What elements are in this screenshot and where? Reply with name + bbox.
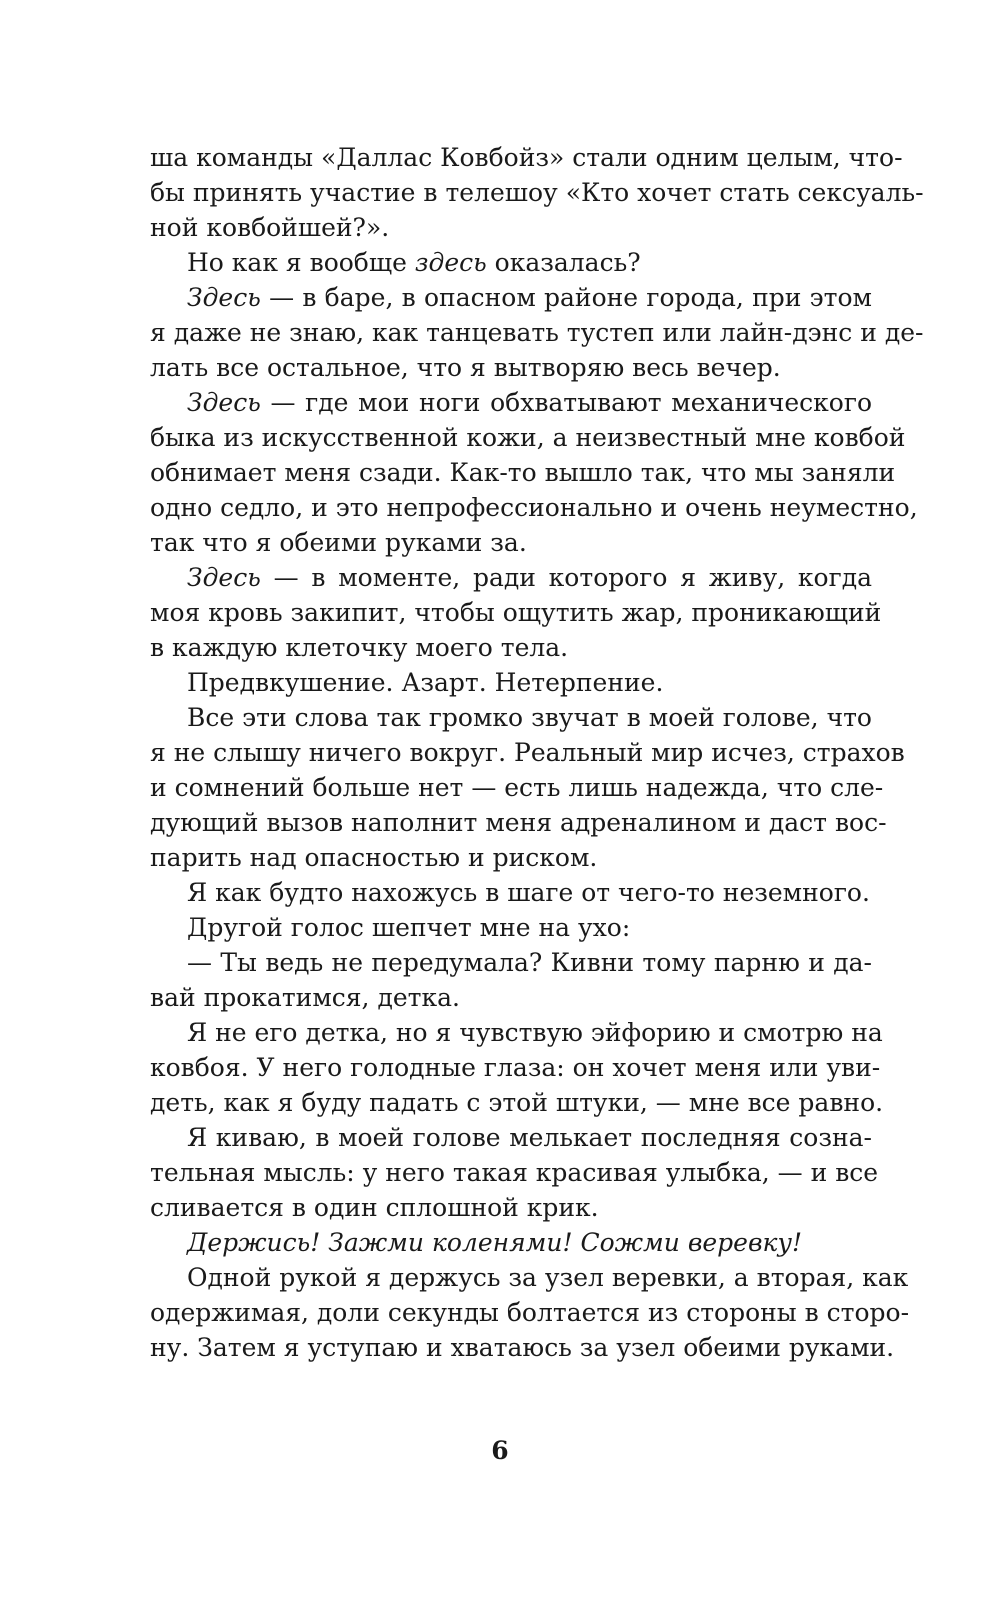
text-line: так что я обеими руками за.	[150, 528, 527, 557]
text-line: я не слышу ничего вокруг. Реальный мир исчез, страхов	[150, 738, 905, 767]
text-line: — Ты ведь не передумала? Кивни тому парню и да-	[187, 948, 872, 977]
text-line	[150, 280, 872, 315]
text-line: Все эти слова так громко звучат в моей голове, что	[187, 703, 872, 732]
italic-text: Здесь	[187, 563, 261, 592]
text-line: тельная мысль: у него такая красивая улыбка, — и все	[150, 1158, 879, 1187]
text-segment: оказалась?	[486, 248, 641, 277]
text-segment: Но как я вообще	[187, 248, 415, 277]
text-line: парить над опасностью и риском.	[150, 843, 598, 872]
italic-text: Здесь	[187, 388, 261, 417]
text-line: бы принять участие в телешоу «Кто хочет стать сексуаль-	[150, 178, 924, 207]
text-line	[150, 245, 872, 280]
text-line: Я киваю, в моей голове мелькает последняя созна-	[187, 1123, 872, 1152]
italic-text: здесь	[414, 248, 487, 277]
text-line	[150, 560, 872, 595]
text-line: лать все остальное, что я вытворяю весь вечер.	[150, 353, 781, 382]
text-line: одержимая, доли секунды болтается из стороны в сторо-	[150, 1298, 910, 1327]
text-line: вай прокатимся, детка.	[150, 983, 460, 1012]
text-line: Одной рукой я держусь за узел веревки, а вторая, как	[187, 1263, 909, 1292]
text-segment: — где мои ноги обхватывают механического	[260, 388, 872, 417]
text-line: Я как будто нахожусь в шаге от чего-то неземного.	[187, 878, 870, 907]
page-number: 6	[491, 1436, 509, 1465]
text-line	[150, 385, 872, 420]
text-line	[150, 1225, 872, 1260]
text-line: быка из искусственной кожи, а неизвестный мне ковбой	[150, 423, 906, 452]
text-line: Предвкушение. Азарт. Нетерпение.	[187, 668, 664, 697]
text-line: Я не его детка, но я чувствую эйфорию и смотрю на	[187, 1018, 883, 1047]
text-line: одно седло, и это непрофессионально и очень неуместно,	[150, 493, 918, 522]
text-segment: — в моменте, ради которого я живу, когда	[260, 563, 872, 592]
text-line: обнимает меня сзади. Как-то вышло так, что мы заняли	[150, 458, 896, 487]
text-line: в каждую клеточку моего тела.	[150, 633, 569, 662]
italic-text: Держись! Зажми коленями! Сожми веревку!	[187, 1228, 803, 1257]
italic-text: Здесь	[187, 283, 261, 312]
page-text-body	[150, 140, 924, 1365]
text-segment: — в баре, в опасном районе города, при этом	[260, 283, 872, 312]
text-line: ну. Затем я уступаю и хватаюсь за узел обеими руками.	[150, 1333, 895, 1362]
text-line: Другой голос шепчет мне на ухо:	[187, 913, 631, 942]
text-line: ной ковбойшей?».	[150, 213, 390, 242]
text-line: дующий вызов наполнит меня адреналином и даст вос-	[150, 808, 887, 837]
text-line: и сомнений больше нет — есть лишь надежда, что сле-	[150, 773, 884, 802]
text-line: деть, как я буду падать с этой штуки, — мне все равно.	[150, 1088, 884, 1117]
text-line: моя кровь закипит, чтобы ощутить жар, проникающий	[150, 598, 882, 627]
text-line: ковбоя. У него голодные глаза: он хочет меня или уви-	[150, 1053, 881, 1082]
text-line: ша команды «Даллас Ковбойз» стали одним целым, что-	[150, 143, 903, 172]
text-line: я даже не знаю, как танцевать тустеп или лайн-дэнс и де-	[150, 318, 924, 347]
text-line: сливается в один сплошной крик.	[150, 1193, 599, 1222]
